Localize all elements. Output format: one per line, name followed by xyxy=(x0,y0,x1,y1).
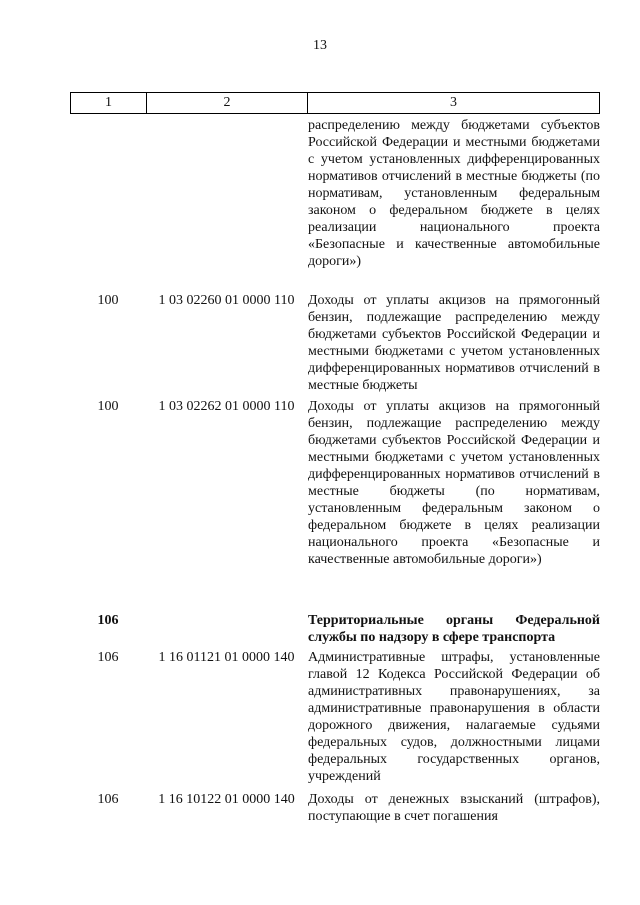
header-col-2: 2 xyxy=(147,93,308,113)
table-row xyxy=(70,117,600,270)
header-col-1: 1 xyxy=(71,93,147,113)
admin-code: 106 xyxy=(97,792,119,807)
budget-code: 1 03 02260 01 0000 110 xyxy=(158,293,295,308)
section-title: Территориальные органы Федеральной службы по надзору в сфере транспорта xyxy=(308,613,600,645)
row-description: Доходы от уплаты акцизов на прямогонный бензин, подлежащие распределению между бюджетами субъектов Российской Федерации и местными бюджетами с учетом установленных дифференцированных нормативов отчислений в местные бюджеты (по нормативам, установленным федеральным законом о федеральном бюджете в целях реализации национального проекта «Безопасные и качественные автомобильные дороги») xyxy=(308,399,600,567)
row-description: Доходы от уплаты акцизов на прямогонный бензин, подлежащие распределению между бюджетами субъектов Российской Федерации и местными бюджетами с учетом установленных дифференцированных нормативов отчислений в местные бюджеты xyxy=(308,293,600,393)
table-row xyxy=(70,292,600,394)
row-description: Административные штрафы, установленные главой 12 Кодекса Российской Федерации об административных правонарушениях, за административные правонарушения в области дорожного движения, налагаемые судьями федеральных судов, должностными лицами федеральных государственных органов, учреждений xyxy=(308,650,600,784)
admin-code xyxy=(70,117,146,270)
table-row xyxy=(70,791,600,825)
section-heading-row xyxy=(70,612,600,646)
budget-code xyxy=(146,117,307,270)
row-description: Доходы от денежных взысканий (штрафов), поступающие в счет погашения xyxy=(308,792,600,824)
table-header xyxy=(70,92,600,114)
row-description: распределению между бюджетами субъектов Российской Федерации и местными бюджетами с учетом установленных дифференцированных нормативов отчислений в местные бюджеты (по нормативам, установленным федеральным законом о федеральном бюджете в целях реализации национального проекта «Безопасные и качественные автомобильные дороги») xyxy=(308,118,600,269)
budget-code: 1 16 10122 01 0000 140 xyxy=(158,792,295,807)
header-col-3: 3 xyxy=(450,95,457,110)
admin-code: 100 xyxy=(97,399,119,414)
table-row xyxy=(70,649,600,785)
admin-code: 106 xyxy=(97,650,119,665)
admin-code: 106 xyxy=(97,613,119,628)
budget-code: 1 03 02262 01 0000 110 xyxy=(158,399,295,414)
page-number: 13 xyxy=(313,38,327,53)
budget-code: 1 16 01121 01 0000 140 xyxy=(158,650,295,665)
table-row xyxy=(70,398,600,568)
budget-code xyxy=(146,612,307,646)
admin-code: 100 xyxy=(97,293,119,308)
